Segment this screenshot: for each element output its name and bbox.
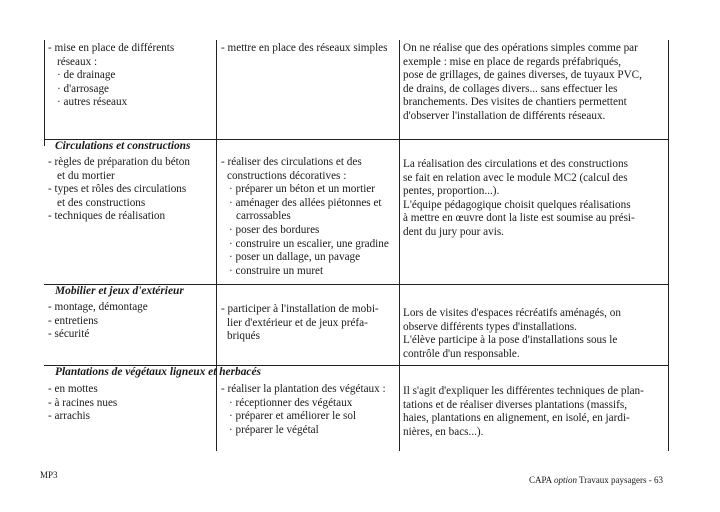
- text-line: · réceptionner des végétaux: [229, 396, 353, 409]
- text-line: On ne réalise que des opérations simples comme par: [403, 42, 638, 54]
- text-line: - entretiens: [48, 314, 99, 327]
- footer-page-reference: [529, 475, 663, 485]
- text-line: Lors de visites d'espaces récréatifs aménagés, on: [403, 307, 621, 319]
- text-line: - mettre en place des réseaux simples: [221, 42, 388, 54]
- text-line: · préparer un béton et un mortier: [229, 183, 376, 196]
- text-line: de drains, de collages divers... sans effectuer les: [403, 82, 618, 95]
- row-networks-col2: [221, 42, 388, 56]
- text-line: - mise en place de différents: [48, 42, 175, 54]
- text-line: · autres réseaux: [57, 96, 128, 109]
- text-line: · construire un muret: [229, 264, 324, 277]
- row-circulations-col3: [403, 158, 635, 240]
- section-title-circulations: Circulations et constructions: [55, 140, 191, 152]
- row-networks-col1: [48, 42, 174, 110]
- text-line: et du mortier: [57, 169, 115, 182]
- text-line: Il s'agit d'expliquer les différentes techniques de plan-: [403, 385, 644, 397]
- text-line: · préparer le végétal: [229, 423, 319, 436]
- text-line: branchements. Des visites de chantiers permettent: [403, 96, 627, 109]
- text-line: constructions décoratives :: [227, 169, 347, 182]
- text-line: - montage, démontage: [48, 301, 148, 313]
- text-line: pentes, proportion...).: [403, 185, 500, 198]
- row-circulations-col2: [221, 156, 389, 278]
- text-line: - arrachis: [48, 410, 90, 423]
- text-line: · d'arrosage: [57, 82, 110, 95]
- row-mobilier-col2: [221, 303, 379, 344]
- text-line: d'observer l'installation de différents réseaux.: [403, 109, 606, 122]
- row-plantations-col2: [221, 383, 386, 437]
- section-title-mobilier: Mobilier et jeux d'extérieur: [55, 285, 184, 297]
- text-line: · de drainage: [57, 69, 116, 82]
- footer-suffix: Travaux paysagers - 63: [576, 475, 663, 485]
- text-line: exemple : mise en place de regards préfabriqués,: [403, 55, 622, 68]
- text-line: à mettre en œuvre dont la liste est soumise au prési-: [403, 212, 635, 225]
- text-line: se fait en relation avec le module MC2 (calcul des: [403, 171, 628, 184]
- text-line: - participer à l'installation de mobi-: [221, 303, 379, 315]
- text-line: réseaux :: [57, 55, 98, 68]
- text-line: nières, en bacs...).: [403, 425, 484, 438]
- text-line: pose de grillages, de gaines diverses, de tuyaux PVC,: [403, 69, 642, 82]
- text-line: · aménager des allées piétonnes et: [229, 196, 382, 209]
- text-line: - à racines nues: [48, 396, 118, 409]
- text-line: lier d'extérieur et de jeux préfa-: [227, 316, 368, 329]
- text-line: · préparer et améliorer le sol: [229, 410, 357, 423]
- row-circulations-col1: [48, 156, 190, 224]
- text-line: - types et rôles des circulations: [48, 183, 187, 196]
- text-line: - réaliser des circulations et des: [221, 156, 362, 168]
- row-mobilier-col3: [403, 307, 621, 361]
- text-line: · poser des bordures: [229, 223, 320, 236]
- text-line: - sécurité: [48, 328, 90, 341]
- text-line: · poser un dallage, un pavage: [229, 251, 361, 264]
- text-line: observe différents types d'installations.: [403, 320, 577, 333]
- text-line: L'élève participe à la pose d'installations sous le: [403, 334, 618, 347]
- text-line: - en mottes: [48, 383, 98, 395]
- table-left-rule: [44, 40, 45, 146]
- table-col-divider-1: [216, 40, 217, 451]
- footer-prefix: CAPA: [529, 475, 554, 485]
- text-line: dent du jury pour avis.: [403, 225, 504, 238]
- footer-module-code: MP3: [40, 470, 58, 480]
- text-line: · construire un escalier, une gradine: [229, 237, 389, 250]
- table-right-rule: [668, 40, 669, 451]
- text-line: - règles de préparation du béton: [48, 156, 190, 168]
- text-line: - réaliser la plantation des végétaux :: [221, 383, 386, 395]
- text-line: et des constructions: [57, 196, 146, 209]
- section-title-plantations: Plantations de végétaux ligneux et herbacés: [55, 366, 261, 378]
- text-line: tations et de réaliser diverses plantations (massifs,: [403, 398, 628, 411]
- row-plantations-col1: [48, 383, 117, 424]
- footer-option: option: [553, 475, 577, 485]
- row-mobilier-col1: [48, 301, 148, 342]
- table-col-divider-2: [399, 40, 400, 451]
- text-line: - techniques de réalisation: [48, 210, 166, 223]
- row-networks-col3: [403, 42, 642, 124]
- text-line: L'équipe pédagogique choisit quelques réalisations: [403, 198, 631, 211]
- text-line: haies, plantations en alignement, en isolé, en jardi-: [403, 412, 630, 425]
- text-line: briqués: [227, 330, 260, 343]
- row-plantations-col3: [403, 385, 644, 439]
- text-line: contrôle d'un responsable.: [403, 347, 520, 360]
- text-line: La réalisation des circulations et des constructions: [403, 158, 628, 170]
- text-line: carrossables: [236, 210, 291, 223]
